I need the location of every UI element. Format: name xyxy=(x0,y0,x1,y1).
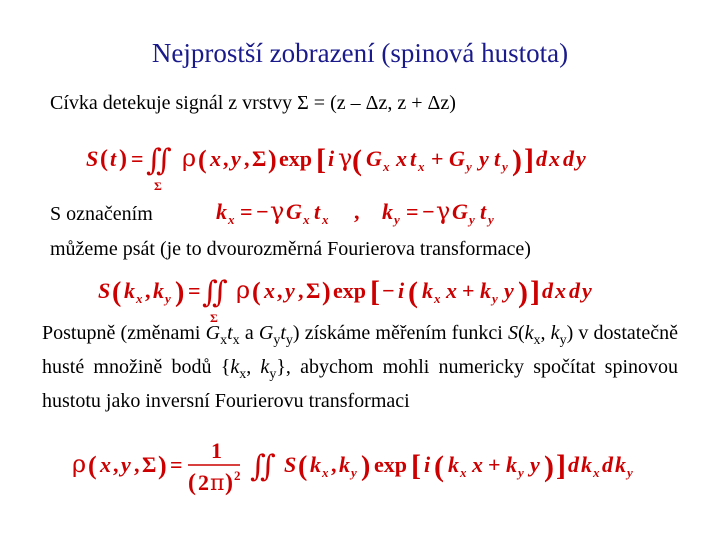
svg-text:): ) xyxy=(512,144,522,177)
svg-text:−: − xyxy=(422,199,435,224)
svg-text:=: = xyxy=(131,146,144,171)
svg-text:k: k xyxy=(480,278,491,303)
svg-text:γ: γ xyxy=(338,144,353,172)
equation-inverse-fourier xyxy=(70,436,633,506)
svg-text:k: k xyxy=(506,452,517,477)
svg-text:x: x xyxy=(549,146,560,171)
svg-text:y: y xyxy=(518,465,524,480)
svg-text:(: ( xyxy=(252,277,261,306)
svg-text:2: 2 xyxy=(198,470,209,495)
svg-text:i: i xyxy=(398,278,405,303)
svg-text:x: x xyxy=(418,159,425,174)
svg-text:d: d xyxy=(602,452,613,477)
svg-text:y: y xyxy=(285,278,295,303)
svg-text:=: = xyxy=(170,452,183,477)
equation-k-definitions xyxy=(214,195,514,231)
svg-text:d: d xyxy=(569,278,580,303)
svg-text:[: [ xyxy=(411,449,421,482)
svg-text:,: , xyxy=(331,452,337,477)
svg-text:,: , xyxy=(145,278,151,303)
svg-text:,: , xyxy=(134,452,140,477)
svg-text:t: t xyxy=(314,199,321,224)
svg-text:exp: exp xyxy=(374,452,407,477)
svg-text:d: d xyxy=(568,452,579,477)
svg-text:G: G xyxy=(449,146,465,171)
svg-text:(: ( xyxy=(434,450,444,483)
svg-text:∬: ∬ xyxy=(202,275,228,310)
svg-text:y: y xyxy=(121,452,131,477)
svg-text:y: y xyxy=(165,291,171,306)
svg-text:,: , xyxy=(113,452,119,477)
svg-text:k: k xyxy=(310,452,321,477)
svg-text:x: x xyxy=(434,291,441,306)
svg-text:k: k xyxy=(448,452,459,477)
svg-text:y: y xyxy=(231,146,241,171)
svg-text:k: k xyxy=(339,452,350,477)
slide-title: Nejprostší zobrazení (spinová hustota) xyxy=(151,38,569,68)
svg-text:x: x xyxy=(322,212,329,227)
svg-text:S: S xyxy=(86,146,99,171)
svg-text:G: G xyxy=(452,199,468,224)
svg-text:t: t xyxy=(410,146,417,171)
svg-text:]: ] xyxy=(556,449,566,482)
svg-text:): ) xyxy=(518,276,528,309)
svg-text:,: , xyxy=(298,278,304,303)
svg-text:ρ: ρ xyxy=(182,144,197,172)
svg-text:x: x xyxy=(264,278,275,303)
svg-text:y: y xyxy=(504,278,514,303)
svg-text:,: , xyxy=(244,146,250,171)
svg-text:): ) xyxy=(175,277,185,308)
svg-text:,: , xyxy=(277,278,283,303)
svg-text:y: y xyxy=(530,452,540,477)
svg-text:y: y xyxy=(492,291,498,306)
svg-text:): ) xyxy=(119,146,127,172)
svg-text:Σ: Σ xyxy=(154,179,162,193)
svg-text:): ) xyxy=(322,277,331,306)
svg-text:G: G xyxy=(286,199,302,224)
svg-text:t: t xyxy=(110,146,117,171)
svg-text:∬: ∬ xyxy=(146,143,172,178)
svg-text:k: k xyxy=(615,452,626,477)
svg-text:x: x xyxy=(555,278,566,303)
svg-text:]: ] xyxy=(524,143,534,176)
svg-text:y: y xyxy=(469,212,475,227)
svg-text:Σ: Σ xyxy=(252,146,267,171)
svg-text:[: [ xyxy=(316,143,326,176)
svg-text:y: y xyxy=(502,159,508,174)
svg-text:ρ: ρ xyxy=(236,276,251,304)
svg-text:−: − xyxy=(382,278,395,303)
svg-text:y: y xyxy=(576,146,586,171)
svg-text:x: x xyxy=(396,146,407,171)
svg-text:γ: γ xyxy=(270,197,285,225)
coil-detects-text: Cívka detekuje signál z vrstvy Σ = (z – Δz, z + Δz) xyxy=(50,92,456,114)
svg-text:x: x xyxy=(472,452,483,477)
svg-text:t: t xyxy=(494,146,501,171)
svg-text:2: 2 xyxy=(234,468,241,483)
svg-text:exp: exp xyxy=(279,146,312,171)
svg-text:y: y xyxy=(582,278,592,303)
svg-text:,: , xyxy=(223,146,229,171)
method-paragraph: Postupně (změnami $G_xt_x$ a $G_yt_y$) získáme měřením funkci $S(k_x$, $k_y$) v dostatečně husté množině bodů {$k_x$, $k_y$}, abychom mohli numericky spočítat spinovou hustotu jako inversní Fourierovu transformaci xyxy=(42,322,679,412)
svg-text:i: i xyxy=(328,146,335,171)
svg-text:]: ] xyxy=(530,275,540,308)
svg-text:Σ: Σ xyxy=(306,278,321,303)
equation-signal xyxy=(84,138,584,198)
svg-text:S: S xyxy=(98,278,111,303)
svg-text:=: = xyxy=(240,199,253,224)
svg-text:(: ( xyxy=(408,276,418,309)
svg-text:+: + xyxy=(488,452,501,477)
svg-text:x: x xyxy=(228,212,235,227)
svg-text:d: d xyxy=(536,146,547,171)
svg-text:x: x xyxy=(136,291,143,306)
svg-text:+: + xyxy=(462,278,475,303)
svg-text:x: x xyxy=(100,452,111,477)
svg-text:(: ( xyxy=(298,451,308,482)
svg-text:x: x xyxy=(460,465,467,480)
svg-text:−: − xyxy=(256,199,269,224)
svg-text:): ) xyxy=(268,145,277,174)
svg-text:k: k xyxy=(422,278,433,303)
svg-text:=: = xyxy=(406,199,419,224)
svg-text:π: π xyxy=(210,471,225,496)
svg-text:(: ( xyxy=(352,144,362,177)
svg-text:i: i xyxy=(424,452,431,477)
svg-text:y: y xyxy=(479,146,489,171)
svg-text:x: x xyxy=(303,212,310,227)
svg-text:y: y xyxy=(627,465,633,480)
svg-text:(: ( xyxy=(100,146,108,172)
svg-text:+: + xyxy=(431,146,444,171)
svg-text:1: 1 xyxy=(211,438,222,463)
svg-text:d: d xyxy=(542,278,553,303)
svg-text:=: = xyxy=(188,278,201,303)
svg-text:Σ: Σ xyxy=(210,311,218,325)
notation-label: S označením xyxy=(50,203,153,225)
svg-text:k: k xyxy=(382,199,393,224)
svg-text:∬: ∬ xyxy=(250,449,276,484)
svg-text:(: ( xyxy=(112,277,122,308)
svg-text:x: x xyxy=(383,159,390,174)
svg-text:y: y xyxy=(488,212,494,227)
svg-text:k: k xyxy=(581,452,592,477)
svg-text:y: y xyxy=(351,465,357,480)
svg-text:x: x xyxy=(446,278,457,303)
svg-text:y: y xyxy=(394,212,400,227)
svg-text:,: , xyxy=(354,199,360,224)
svg-text:ρ: ρ xyxy=(72,450,87,478)
svg-text:): ) xyxy=(225,470,233,496)
svg-text:k: k xyxy=(124,278,135,303)
svg-text:): ) xyxy=(158,451,167,480)
svg-text:exp: exp xyxy=(333,278,366,303)
svg-text:G: G xyxy=(366,146,382,171)
svg-text:S: S xyxy=(284,452,297,477)
svg-text:): ) xyxy=(544,450,554,483)
svg-text:(: ( xyxy=(88,451,97,480)
svg-text:d: d xyxy=(563,146,574,171)
svg-text:(: ( xyxy=(198,145,207,174)
svg-text:Σ: Σ xyxy=(142,452,157,477)
svg-text:γ: γ xyxy=(436,197,451,225)
svg-text:[: [ xyxy=(370,275,380,308)
svg-text:k: k xyxy=(153,278,164,303)
svg-text:t: t xyxy=(480,199,487,224)
svg-text:y: y xyxy=(466,159,472,174)
svg-text:x: x xyxy=(322,465,329,480)
svg-text:): ) xyxy=(361,451,371,482)
svg-text:x: x xyxy=(593,465,600,480)
svg-text:x: x xyxy=(210,146,221,171)
fourier-text: můžeme psát (je to dvourozměrná Fourierova transformace) xyxy=(50,238,531,260)
svg-text:(: ( xyxy=(188,470,196,496)
svg-text:k: k xyxy=(216,199,227,224)
